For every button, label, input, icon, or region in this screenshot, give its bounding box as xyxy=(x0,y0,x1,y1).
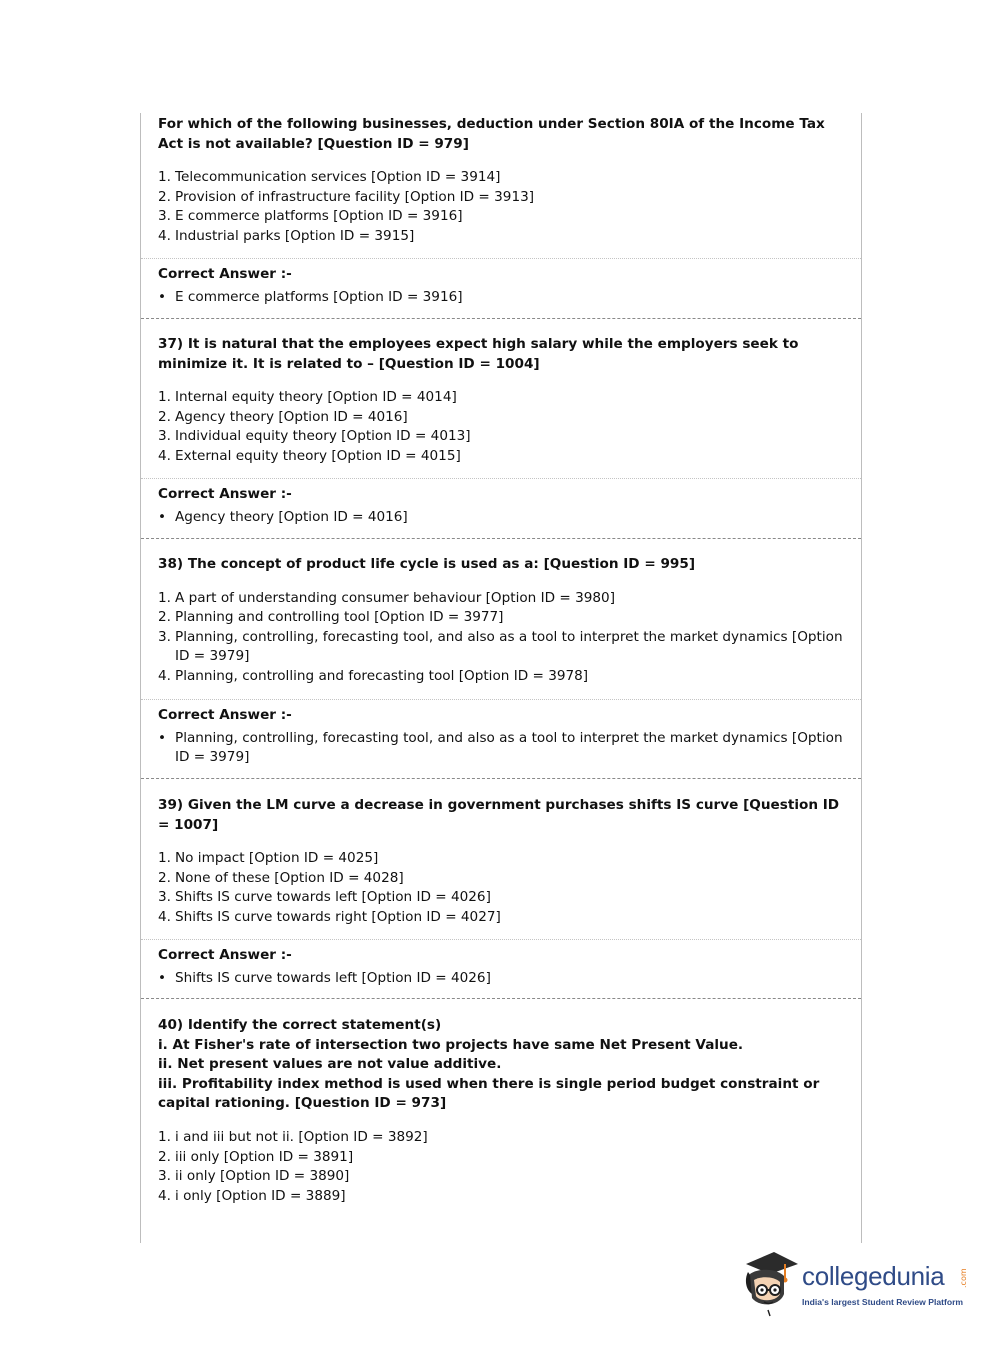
brand-tagline: India's largest Student Review Platform xyxy=(802,1297,964,1307)
options-list xyxy=(158,168,848,246)
options-list xyxy=(158,1128,848,1206)
divider xyxy=(141,939,861,940)
correct-answer-label: Correct Answer :- xyxy=(158,486,292,502)
options-list xyxy=(158,589,848,687)
question-block-38 xyxy=(158,555,848,687)
option-item: 2. Agency theory [Option ID = 4016] xyxy=(158,408,408,425)
divider xyxy=(141,478,861,479)
option-item: 1. A part of understanding consumer behaviour [Option ID = 3980] xyxy=(158,589,616,606)
option-item: 2. Planning and controlling tool [Option ID = 3977] xyxy=(158,609,504,626)
question-title: 40) Identify the correct statement(s) i. At Fisher's rate of intersection two projects have same Net Present Value. ii. Net present values are not value additive. iii. Profitability index method is used when there is single period budget constraint or capital rationing. [Question ID = 973] xyxy=(158,1017,820,1112)
question-title: 38) The concept of product life cycle is used as a: [Question ID = 995] xyxy=(158,556,696,572)
answer-block-39 xyxy=(158,946,848,988)
brand-suffix: .com xyxy=(959,1268,968,1288)
question-title: For which of the following businesses, deduction under Section 80IA of the Income Tax Act is not available? [Question ID = 979] xyxy=(158,116,825,152)
options-list xyxy=(158,849,848,927)
option-item: 4. Industrial parks [Option ID = 3915] xyxy=(158,227,415,244)
correct-answer: • Planning, controlling, forecasting tool, and also as a tool to interpret the market dynamics [Option ID = 3979] xyxy=(158,729,843,766)
option-item: 4. Shifts IS curve towards right [Option ID = 4027] xyxy=(158,908,501,925)
divider xyxy=(141,258,861,259)
option-item: 4. External equity theory [Option ID = 4015] xyxy=(158,447,461,464)
option-item: 3. Planning, controlling, forecasting tool, and also as a tool to interpret the market dynamics [Option ID = 3979] xyxy=(158,628,843,665)
correct-answer: • Agency theory [Option ID = 4016] xyxy=(158,508,408,525)
collegedunia-logo xyxy=(740,1250,972,1320)
option-item: 4. i only [Option ID = 3889] xyxy=(158,1187,346,1204)
answer-block-36 xyxy=(158,265,848,307)
option-item: 1. i and iii but not ii. [Option ID = 3892] xyxy=(158,1128,428,1145)
correct-answer: • E commerce platforms [Option ID = 3916] xyxy=(158,288,463,305)
question-title: 37) It is natural that the employees expect high salary while the employers seek to minimize it. It is related to – [Question ID = 1004] xyxy=(158,336,799,372)
option-item: 3. Individual equity theory [Option ID = 4013] xyxy=(158,428,471,445)
option-item: 2. None of these [Option ID = 4028] xyxy=(158,869,404,886)
mascot-graduate-icon xyxy=(740,1250,800,1318)
question-block-36 xyxy=(158,115,848,247)
question-separator xyxy=(141,778,861,779)
option-item: 3. Shifts IS curve towards left [Option ID = 4026] xyxy=(158,889,491,906)
question-title: 39) Given the LM curve a decrease in government purchases shifts IS curve [Question ID = 1007] xyxy=(158,797,840,833)
correct-answer: • Shifts IS curve towards left [Option ID = 4026] xyxy=(158,969,491,986)
question-block-40 xyxy=(158,1016,848,1206)
correct-answer-label: Correct Answer :- xyxy=(158,266,292,282)
option-item: 2. iii only [Option ID = 3891] xyxy=(158,1148,354,1165)
document-page xyxy=(140,113,862,1243)
option-item: 3. ii only [Option ID = 3890] xyxy=(158,1168,350,1185)
correct-answer-label: Correct Answer :- xyxy=(158,707,292,723)
question-block-39 xyxy=(158,796,848,928)
question-block-37 xyxy=(158,335,848,467)
question-separator xyxy=(141,538,861,539)
answer-block-38 xyxy=(158,706,848,768)
divider xyxy=(141,699,861,700)
option-item: 1. Telecommunication services [Option ID = 3914] xyxy=(158,169,501,186)
option-item: 2. Provision of infrastructure facility [Option ID = 3913] xyxy=(158,188,535,205)
question-separator xyxy=(141,318,861,319)
question-separator xyxy=(141,998,861,999)
options-list xyxy=(158,388,848,466)
answer-block-37 xyxy=(158,485,848,527)
option-item: 1. No impact [Option ID = 4025] xyxy=(158,850,379,867)
option-item: 4. Planning, controlling and forecasting tool [Option ID = 3978] xyxy=(158,667,589,684)
brand-name: collegedunia xyxy=(802,1261,945,1291)
option-item: 1. Internal equity theory [Option ID = 4014] xyxy=(158,389,457,406)
option-item: 3. E commerce platforms [Option ID = 3916] xyxy=(158,208,463,225)
correct-answer-label: Correct Answer :- xyxy=(158,947,292,963)
